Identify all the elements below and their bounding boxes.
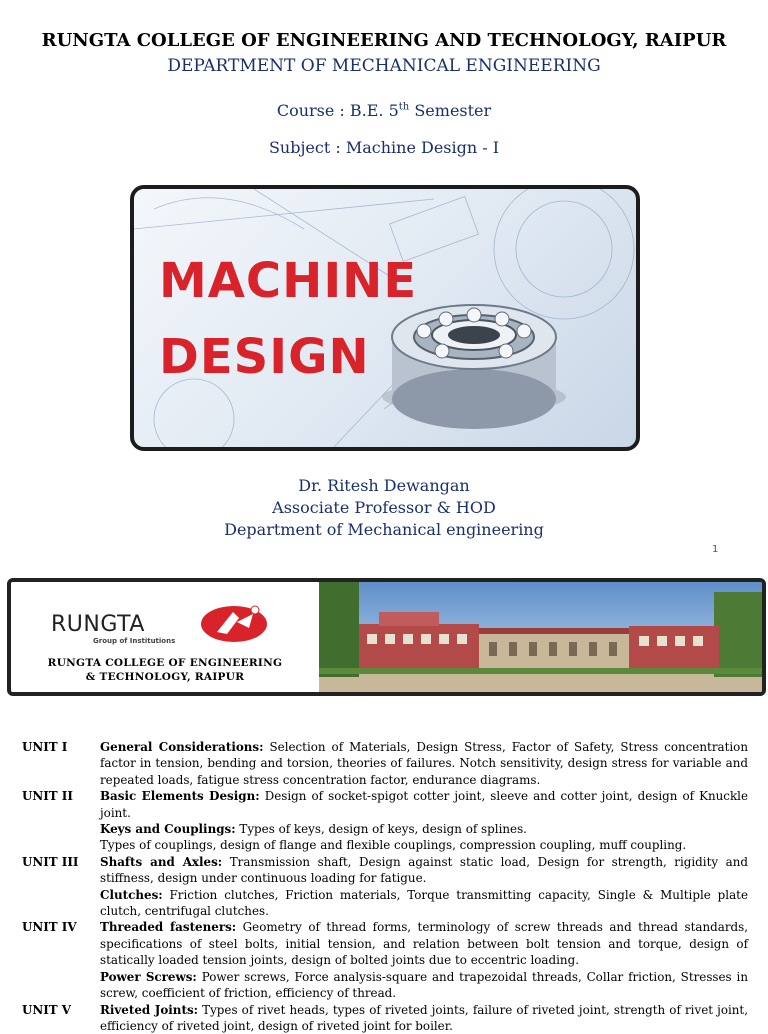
topic-text: Design of socket-spigot cotter joint, sleeve and cotter joint, design of Knuckle joint. [100,789,748,819]
course-superscript: th [399,102,409,113]
topic-heading: Clutches: [100,888,163,902]
course-suffix: Semester [409,101,491,120]
unit-label: UNIT III [22,854,100,920]
unit-content [100,739,748,788]
author-name: Dr. Ritesh Dewangan [0,476,768,495]
strip-college-title [19,656,311,684]
rungta-header-strip [7,578,766,696]
syllabus-unit [22,854,748,920]
topic-text: Selection of Materials, Design Stress, Factor of Safety, Stress concentration factor in tension, bending and torsion, theories of failures. Notch sensitivity, design stress for variable and repeated loads, fatigue stress concentration factor, endurance diagrams. [100,740,748,787]
course-line [0,101,768,120]
syllabus-unit [22,788,748,854]
author-department: Department of Mechanical engineering [0,520,768,539]
logo-text: RUNGTA [51,612,145,637]
syllabus-list [22,739,748,1034]
unit-label: UNIT I [22,739,100,788]
unit-paragraph [100,739,748,788]
machine-design-banner [130,185,640,451]
unit-content [100,1002,748,1034]
campus-building-photo [319,582,762,692]
unit-paragraph [100,788,748,821]
course-prefix: Course : B.E. 5 [277,101,399,120]
unit-paragraph [100,854,748,887]
department-title: DEPARTMENT OF MECHANICAL ENGINEERING [0,56,768,76]
banner-title-line1: MACHINE [159,253,417,309]
ball-bearing-icon [382,305,566,429]
topic-heading: Threaded fasteners: [100,920,236,934]
blueprint-sketch-background [134,189,636,447]
unit-paragraph [100,837,748,853]
author-role: Associate Professor & HOD [0,498,768,517]
strip-title-line2: & TECHNOLOGY, RAIPUR [19,670,311,684]
topic-heading: General Considerations: [100,740,264,754]
unit-paragraph [100,887,748,920]
logo-tagline: Group of Institutions [93,637,175,645]
topic-text: Types of keys, design of keys, design of splines. [236,822,527,836]
rungta-logo [11,582,317,692]
topic-text: Friction clutches, Friction materials, Torque transmitting capacity, Single & Multiple plate clutch, centrifugal clutches. [100,888,748,918]
unit-paragraph [100,1002,748,1034]
topic-text: Power screws, Force analysis-square and trapezoidal threads, Collar friction, Stresses in screw, coefficient of friction, efficiency of thread. [100,970,748,1000]
unit-content [100,854,748,920]
subject-line: Subject : Machine Design - I [0,138,768,157]
topic-text: Types of couplings, design of flange and flexible couplings, compression coupling, muff coupling. [100,838,686,852]
topic-heading: Basic Elements Design: [100,789,260,803]
topic-heading: Power Screws: [100,970,197,984]
syllabus-unit [22,919,748,1001]
college-title: RUNGTA COLLEGE OF ENGINEERING AND TECHNOLOGY, RAIPUR [0,30,768,51]
syllabus-unit [22,739,748,788]
strip-title-line1: RUNGTA COLLEGE OF ENGINEERING [19,656,311,670]
unit-label: UNIT II [22,788,100,854]
syllabus-unit [22,1002,748,1034]
banner-title-line2: DESIGN [159,329,370,385]
unit-label: UNIT V [22,1002,100,1034]
unit-paragraph [100,919,748,968]
unit-label: UNIT IV [22,919,100,1001]
topic-heading: Keys and Couplings: [100,822,236,836]
unit-content [100,788,748,854]
topic-text: Geometry of thread forms, terminology of screw threads and thread standards, specifications of steel bolts, initial tension, and relation between bolt tension and torque, design of statically loaded tension joints, design of bolted joints due to eccentric loading. [100,920,748,967]
topic-text: Transmission shaft, Design against static load, Design for strength, rigidity and stiffness, design under continuous loading for fatigue. [100,855,748,885]
topic-heading: Shafts and Axles: [100,855,222,869]
unit-paragraph [100,821,748,837]
topic-text: Types of rivet heads, types of riveted joints, failure of riveted joint, strength of rivet joint, efficiency of riveted joint, design of riveted joint for boiler. [100,1003,748,1033]
unit-content [100,919,748,1001]
unit-paragraph [100,969,748,1002]
rungta-logo-mark-icon [199,602,269,644]
page-number: 1 [712,544,718,555]
topic-heading: Riveted Joints: [100,1003,198,1017]
